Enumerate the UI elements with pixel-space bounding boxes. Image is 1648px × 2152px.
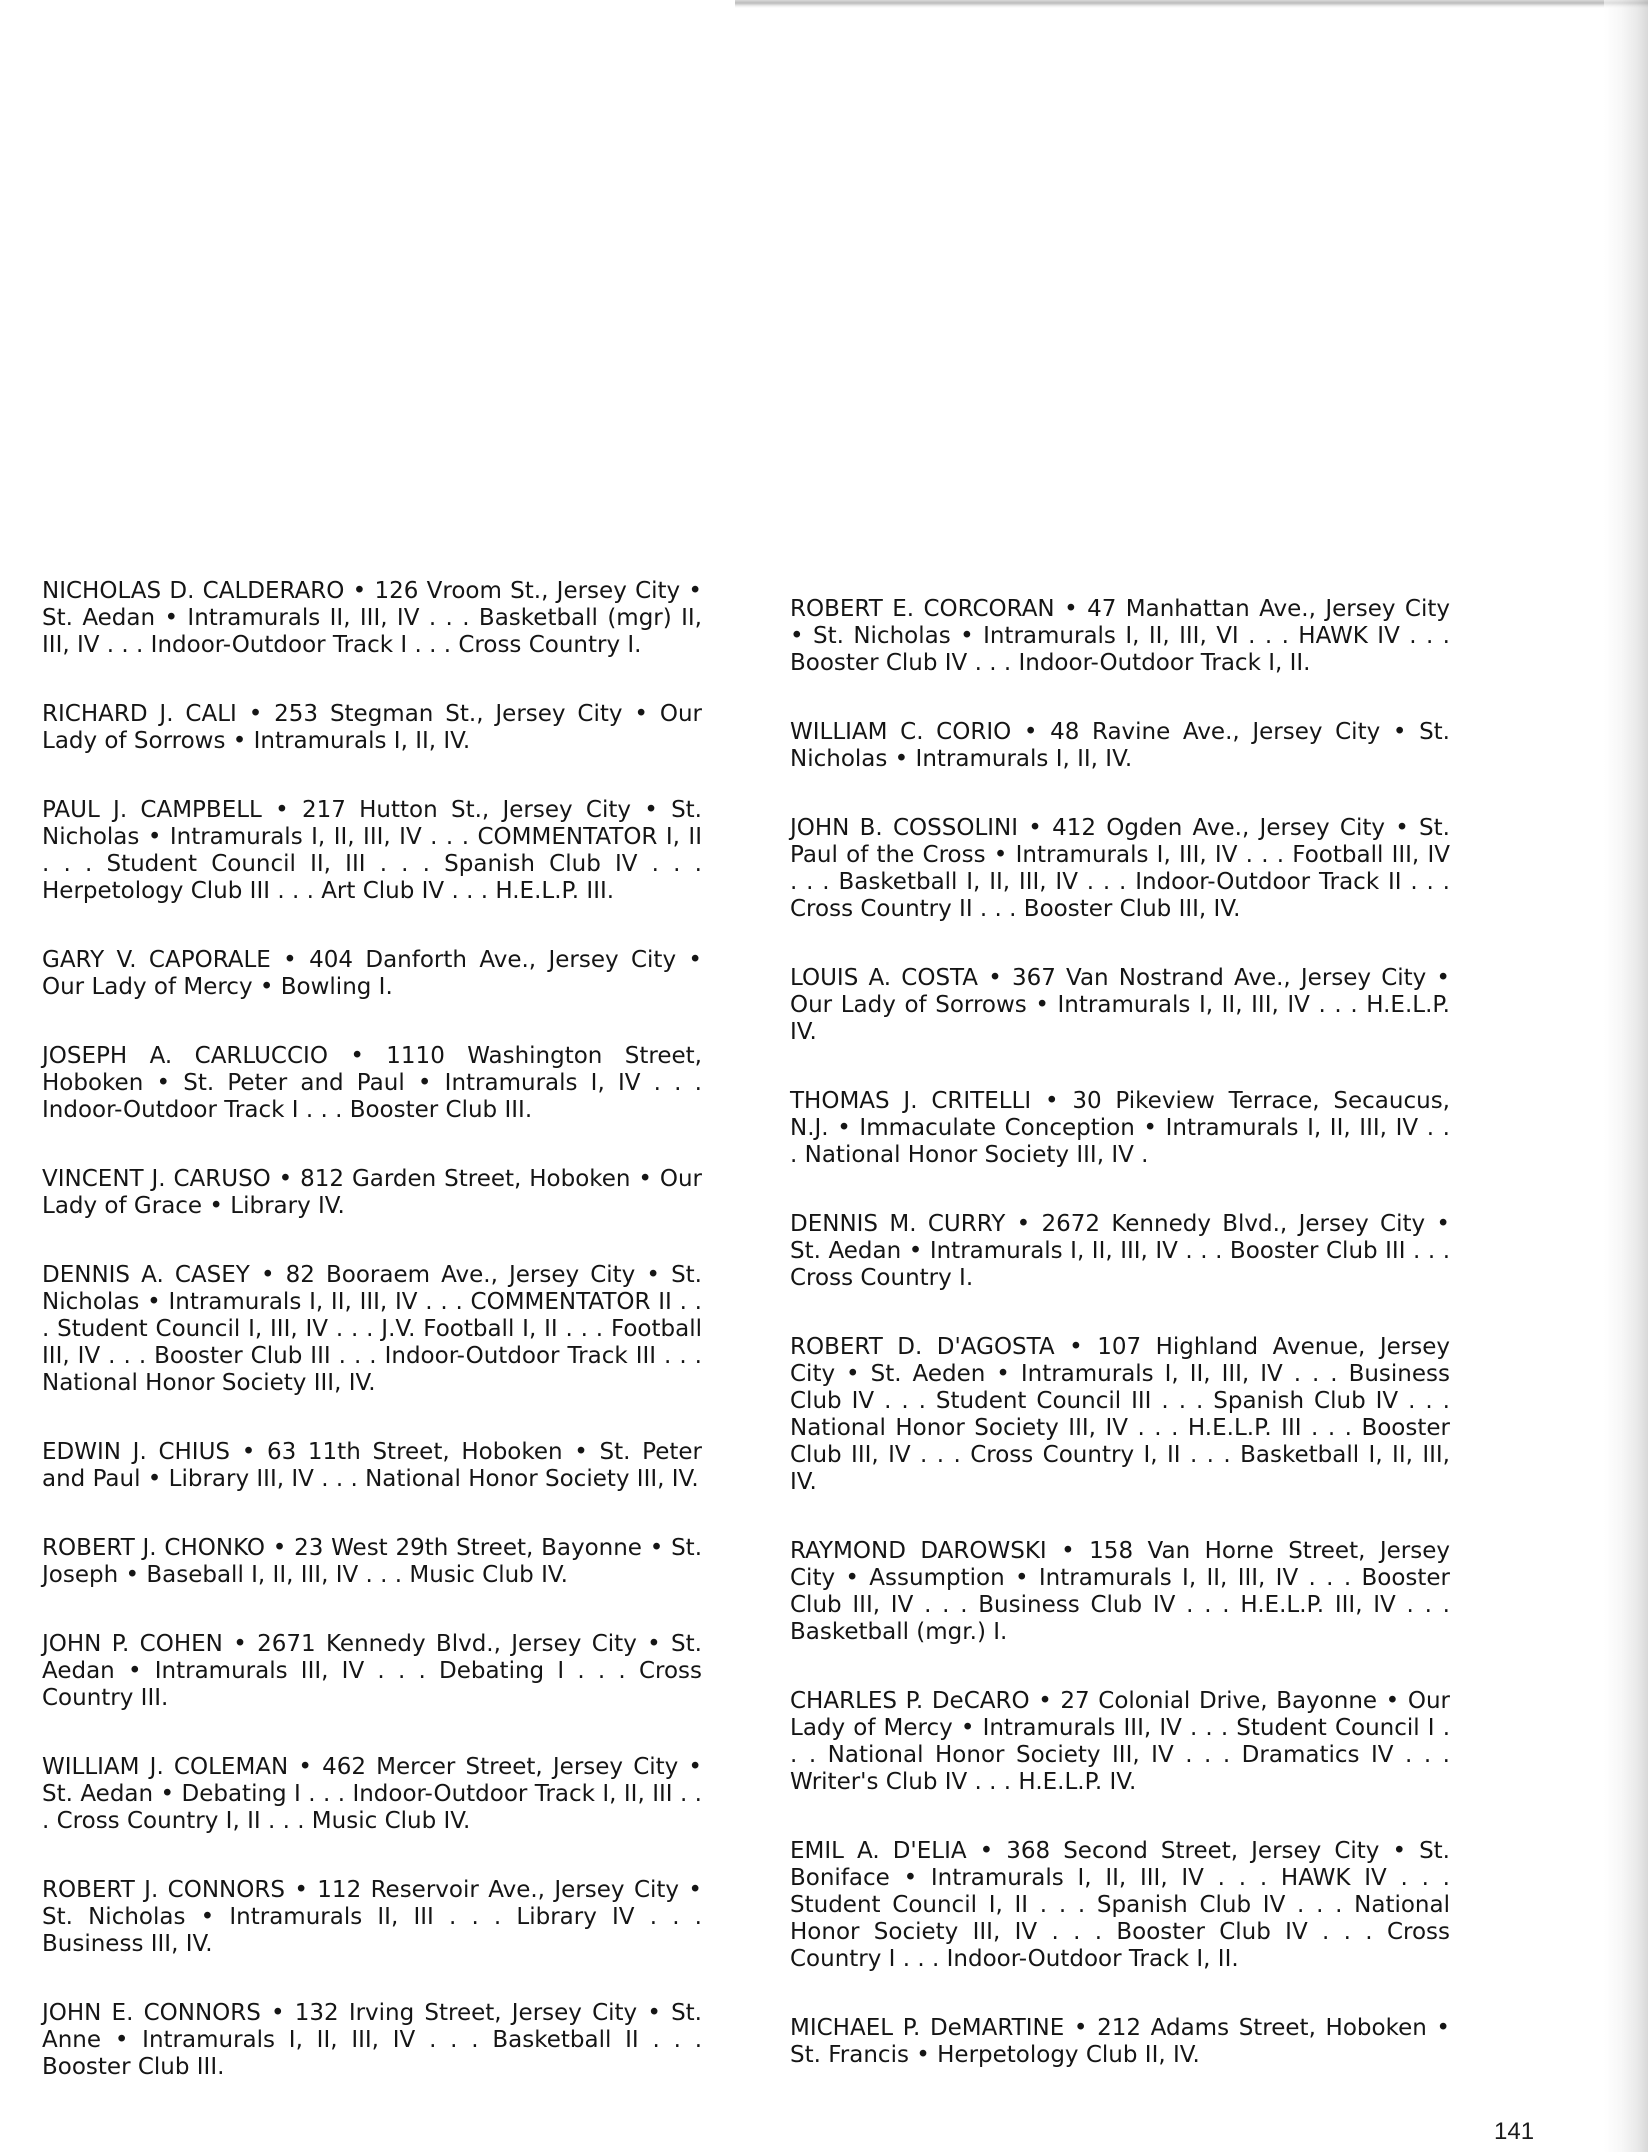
left-column bbox=[42, 578, 702, 2123]
student-entry: ROBERT E. CORCORAN • 47 Manhattan Ave., Jersey City • St. Nicholas • Intramurals I, II, III, VI . . . HAWK IV . . . Booster Club IV . . . Indoor-Outdoor Track I, II. bbox=[790, 596, 1450, 676]
student-entry: MICHAEL P. DeMARTINE • 212 Adams Street, Hoboken • St. Francis • Herpetology Club II, IV. bbox=[790, 2015, 1450, 2068]
student-entry: RICHARD J. CALI • 253 Stegman St., Jersey City • Our Lady of Sorrows • Intramurals I, II, IV. bbox=[42, 701, 702, 754]
student-entry: THOMAS J. CRITELLI • 30 Pikeview Terrace, Secaucus, N.J. • Immaculate Conception • Intramurals I, II, III, IV . . . National Honor Society III, IV . bbox=[790, 1088, 1450, 1168]
page-right-edge bbox=[1604, 0, 1648, 2152]
student-entry: WILLIAM C. CORIO • 48 Ravine Ave., Jersey City • St. Nicholas • Intramurals I, II, IV. bbox=[790, 719, 1450, 772]
page-number: 141 bbox=[1494, 2118, 1535, 2145]
right-column bbox=[790, 596, 1450, 2111]
student-entry: LOUIS A. COSTA • 367 Van Nostrand Ave., Jersey City • Our Lady of Sorrows • Intramurals I, II, III, IV . . . H.E.L.P. IV. bbox=[790, 965, 1450, 1045]
student-entry: NICHOLAS D. CALDERARO • 126 Vroom St., Jersey City • St. Aedan • Intramurals II, III, IV . . . Basketball (mgr) II, III, IV . . . Indoor-Outdoor Track I . . . Cross Country I. bbox=[42, 578, 702, 658]
student-entry: JOSEPH A. CARLUCCIO • 1110 Washington Street, Hoboken • St. Peter and Paul • Intramurals I, IV . . . Indoor-Outdoor Track I . . . Booster Club III. bbox=[42, 1043, 702, 1123]
student-entry: EDWIN J. CHIUS • 63 11th Street, Hoboken • St. Peter and Paul • Library III, IV . . . National Honor Society III, IV. bbox=[42, 1439, 702, 1492]
student-entry: DENNIS M. CURRY • 2672 Kennedy Blvd., Jersey City • St. Aedan • Intramurals I, II, III, IV . . . Booster Club III . . . Cross Country I. bbox=[790, 1211, 1450, 1291]
student-entry: WILLIAM J. COLEMAN • 462 Mercer Street, Jersey City • St. Aedan • Debating I . . . Indoor-Outdoor Track I, II, III . . . Cross Country I, II . . . Music Club IV. bbox=[42, 1754, 702, 1834]
student-entry: PAUL J. CAMPBELL • 217 Hutton St., Jersey City • St. Nicholas • Intramurals I, II, III, IV . . . COMMENTATOR I, II . . . Student Council II, III . . . Spanish Club IV . . . Herpetology Club III . . . Art Club IV . . . H.E.L.P. III. bbox=[42, 797, 702, 904]
page-top-rule bbox=[735, 0, 1648, 8]
student-entry: EMIL A. D'ELIA • 368 Second Street, Jersey City • St. Boniface • Intramurals I, II, III, IV . . . HAWK IV . . . Student Council I, II . . . Spanish Club IV . . . National Honor Society III, IV . . . Booster Club IV . . . Cross Country I . . . Indoor-Outdoor Track I, II. bbox=[790, 1838, 1450, 1972]
student-entry: ROBERT J. CHONKO • 23 West 29th Street, Bayonne • St. Joseph • Baseball I, II, III, IV . . . Music Club IV. bbox=[42, 1535, 702, 1588]
student-entry: JOHN B. COSSOLINI • 412 Ogden Ave., Jersey City • St. Paul of the Cross • Intramurals I, III, IV . . . Football III, IV . . . Basketball I, II, III, IV . . . Indoor-Outdoor Track II . . . Cross Country II . . . Booster Club III, IV. bbox=[790, 815, 1450, 922]
student-entry: ROBERT D. D'AGOSTA • 107 Highland Avenue, Jersey City • St. Aeden • Intramurals I, II, III, IV . . . Business Club IV . . . Student Council III . . . Spanish Club IV . . . National Honor Society III, IV . . . H.E.L.P. III . . . Booster Club III, IV . . . Cross Country I, II . . . Basketball I, II, III, IV. bbox=[790, 1334, 1450, 1495]
student-entry: CHARLES P. DeCARO • 27 Colonial Drive, Bayonne • Our Lady of Mercy • Intramurals III, IV . . . Student Council I . . . National Honor Society III, IV . . . Dramatics IV . . . Writer's Club IV . . . H.E.L.P. IV. bbox=[790, 1688, 1450, 1795]
student-entry: JOHN P. COHEN • 2671 Kennedy Blvd., Jersey City • St. Aedan • Intramurals III, IV . . . Debating I . . . Cross Country III. bbox=[42, 1631, 702, 1711]
student-entry: ROBERT J. CONNORS • 112 Reservoir Ave., Jersey City • St. Nicholas • Intramurals II, III . . . Library IV . . . Business III, IV. bbox=[42, 1877, 702, 1957]
student-entry: VINCENT J. CARUSO • 812 Garden Street, Hoboken • Our Lady of Grace • Library IV. bbox=[42, 1166, 702, 1219]
student-entry: DENNIS A. CASEY • 82 Booraem Ave., Jersey City • St. Nicholas • Intramurals I, II, III, IV . . . COMMENTATOR II . . . Student Council I, III, IV . . . J.V. Football I, II . . . Football III, IV . . . Booster Club III . . . Indoor-Outdoor Track III . . . National Honor Society III, IV. bbox=[42, 1262, 702, 1396]
student-entry: JOHN E. CONNORS • 132 Irving Street, Jersey City • St. Anne • Intramurals I, II, III, IV . . . Basketball II . . . Booster Club III. bbox=[42, 2000, 702, 2080]
student-entry: RAYMOND DAROWSKI • 158 Van Horne Street, Jersey City • Assumption • Intramurals I, II, III, IV . . . Booster Club III, IV . . . Business Club IV . . . H.E.L.P. III, IV . . . Basketball (mgr.) I. bbox=[790, 1538, 1450, 1645]
student-entry: GARY V. CAPORALE • 404 Danforth Ave., Jersey City • Our Lady of Mercy • Bowling I. bbox=[42, 947, 702, 1000]
